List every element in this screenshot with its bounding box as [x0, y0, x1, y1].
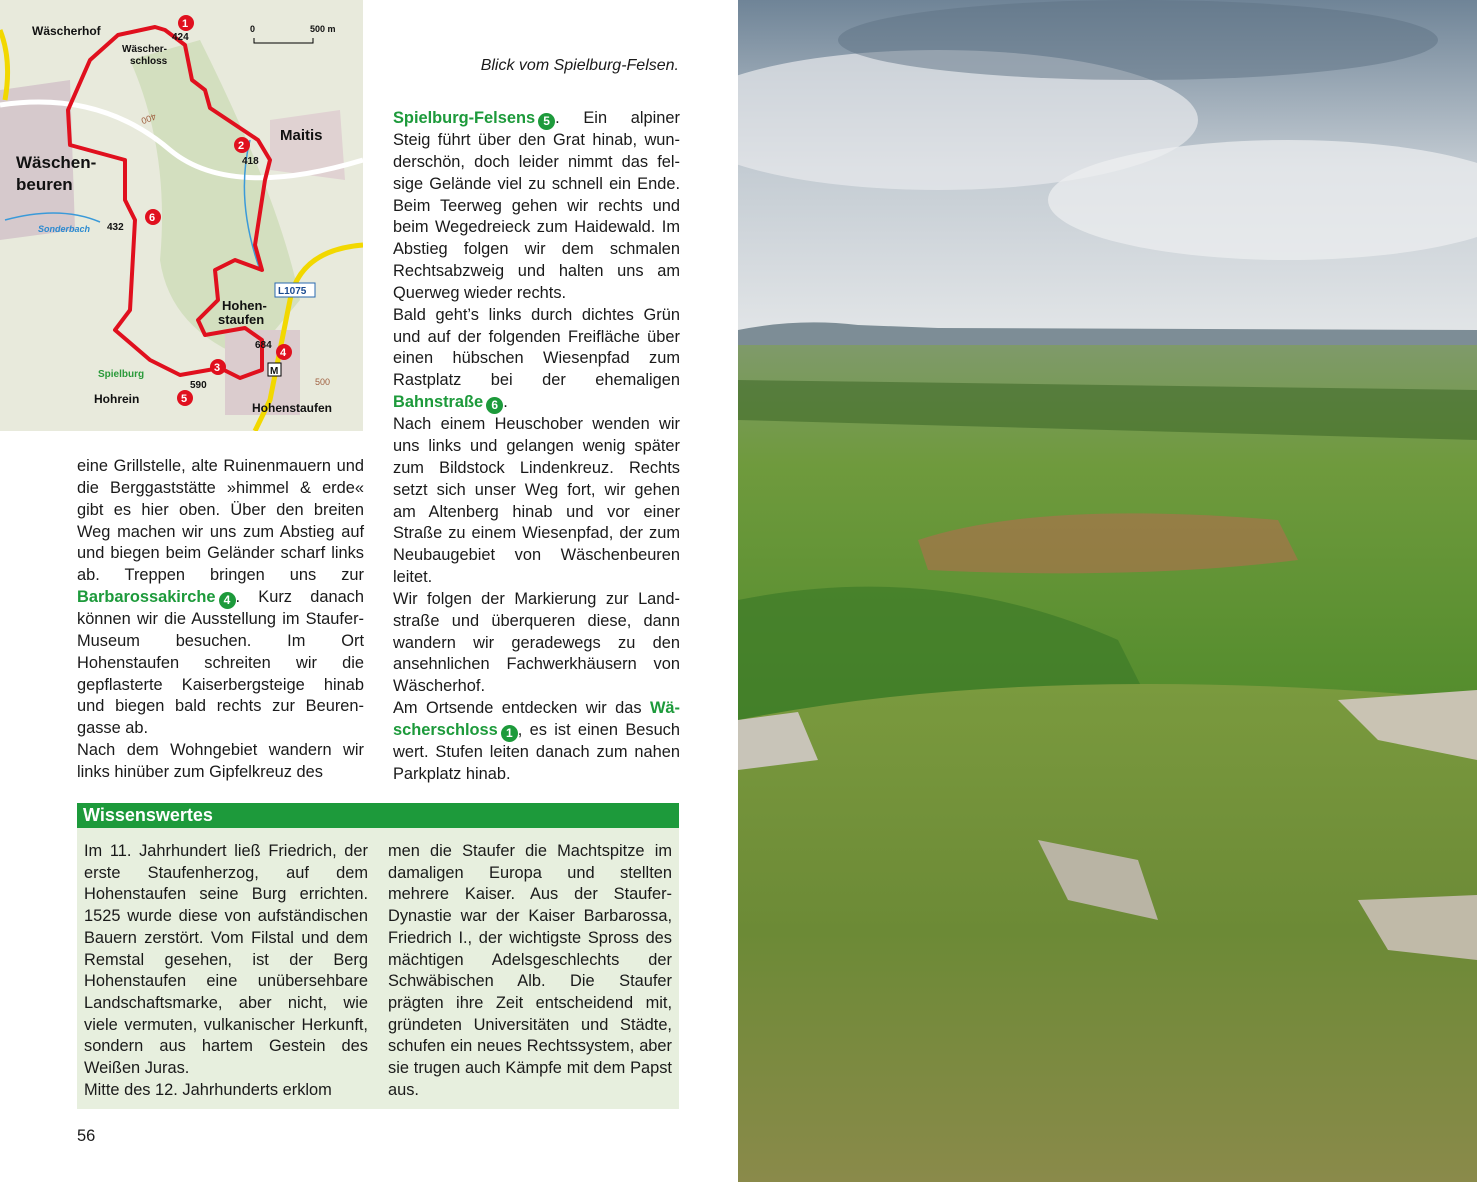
svg-text:400: 400 [139, 111, 158, 126]
paragraph: Am Ortsende entdecken wir das Wäscherschloss 1 , es ist einen Besuch wert. Stufen leiten danach zum nahen Parkplatz hinab. [393, 699, 680, 783]
svg-text:Hohenstaufen: Hohenstaufen [252, 401, 333, 415]
svg-text:Wäschen-: Wäschen- [16, 153, 97, 172]
svg-text:Sonderbach: Sonderbach [38, 224, 91, 234]
svg-text:L1075: L1075 [278, 286, 307, 297]
svg-text:432: 432 [107, 222, 124, 233]
svg-text:Hohrein: Hohrein [94, 392, 140, 406]
paragraph: Nach einem Heuschober wenden wir uns links und gelangen wenig später zum Bildstock Lindenkreuz. Rechts setzt sich unser Weg fort, wir gehen am Altenberg hinab und vor einer Straße zu einem Wiesenpfad, der zum Neubaugebiet von Wäschenbeuren leitet. [393, 415, 680, 587]
page-number: 56 [77, 1127, 96, 1145]
svg-text:3: 3 [214, 362, 221, 374]
highlight-waescherschloss: Wäscherschloss [393, 699, 680, 739]
paragraph: Wir folgen der Markierung zur Landstraße und überqueren diese, dann wandern wir geradewegs zu den ansehnlichen Fachwerkhäusern von Wäscherhof. [393, 589, 680, 696]
info-box [77, 803, 679, 1109]
paragraph: Spielburg-Felsens 5 . Ein alpiner Steig führt über den Grat hinab, wunderschön, doch leider nimmt das felsige Gelände viel zu schnell ein Ende. Beim Teerweg gehen wir rechts und beim Wegedreieck zum Haidewald. Im Abstieg folgen wir dem schmalen Rechtsabzweig und halten uns am Querweg wieder rechts. [393, 109, 680, 302]
svg-text:M: M [270, 366, 279, 377]
svg-text:590: 590 [190, 380, 207, 391]
svg-text:500: 500 [315, 377, 331, 387]
svg-text:684: 684 [255, 340, 272, 351]
svg-text:Wäscher-: Wäscher- [122, 44, 168, 55]
svg-text:beuren: beuren [16, 175, 73, 194]
svg-text:Spielburg: Spielburg [98, 369, 145, 380]
photo-caption: Blick vom Spielburg-Felsen. [480, 57, 679, 74]
svg-text:Maitis: Maitis [280, 127, 323, 144]
info-box-column-1: Im 11. Jahrhundert ließ Friedrich, der erste Staufenherzog, auf dem Hohenstaufen seine Burg errichten. 1525 wurde diese von aufständischen Bauern zerstört. Vom Filstal und dem Remstal gesehen, ist der Berg Hohenstaufen eine unübersehbare Landschaftsmarke, aber nicht, wie viele vermuten, vulkanischer Herkunft, sondern aus hartem Gestein des Weißen Juras. Mitte des 12. Jahrhunderts erklom [84, 842, 368, 1099]
waypoint-badge: 5 [538, 113, 555, 130]
info-box-column-2: men die Staufer die Machtspitze im damaligen Europa und stellten mehrere Kaiser. Aus der Staufer-Dynastie war der Kaiser Barbarossa, Friedrich I., der wichtigste Spross des mächtigen Adelsgeschlechts der Schwäbischen Alb. Die Staufer prägten ihre Zeit entscheidend mit, gründeten Universitäten und Städte, schufen ein neues Rechtssystem, aber sie trugen auch Kämpfe mit dem Papst aus. [388, 842, 672, 1099]
waypoint-badge: 1 [501, 725, 518, 742]
info-box-title: Wissenswertes [77, 803, 679, 828]
paragraph: Nach dem Wohngebiet wandern wir links hinüber zum Gipfelkreuz des [77, 741, 364, 781]
waypoint-badge: 6 [486, 397, 503, 414]
right-text-column [393, 108, 680, 786]
svg-text:1: 1 [182, 18, 189, 30]
left-text-column [77, 456, 364, 784]
highlight-bahnstrasse: Bahnstraße [393, 393, 484, 412]
svg-text:5: 5 [181, 393, 188, 405]
svg-text:staufen: staufen [218, 312, 265, 327]
waypoint-badge: 4 [219, 592, 236, 609]
paragraph: eine Grillstelle, alte Ruinenmauern und die Berggaststätte »himmel & erde« gibt es hier oben. Über den breiten Weg machen wir uns zum Abstieg auf und biegen beim Geländer scharf links ab. Treppen bringen uns zur Barbarossakirche 4 . Kurz danach können wir die Ausstellung im Staufer-Museum besuchen. Im Ort Hohenstaufen schreiten wir die gepflasterte Kaiserbergsteige hinab und biegen bald rechts zur Beurengasse ab. [77, 457, 364, 738]
highlight-barbarossakirche: Barbarossakirche [77, 588, 216, 607]
svg-text:418: 418 [242, 156, 259, 167]
highlight-spielburg: Spielburg-Felsens [393, 109, 536, 127]
svg-text:424: 424 [172, 32, 189, 43]
svg-text:0: 0 [250, 24, 256, 34]
svg-text:500 m: 500 m [310, 24, 336, 34]
svg-text:2: 2 [238, 140, 245, 152]
landscape-photo [738, 0, 1477, 1182]
paragraph: Bald geht’s links durch dichtes Grün und auf der folgenden Freifläche über einen hübschen Wiesenpfad zum Rastplatz bei der ehemaligen Bahnstraße 6 . [393, 305, 680, 413]
svg-text:4: 4 [280, 347, 287, 359]
svg-text:Hohen-: Hohen- [222, 298, 267, 313]
route-map [0, 0, 363, 431]
svg-text:schloss: schloss [130, 56, 168, 67]
map-label: Wäscherhof [32, 24, 101, 38]
svg-text:6: 6 [149, 212, 156, 224]
